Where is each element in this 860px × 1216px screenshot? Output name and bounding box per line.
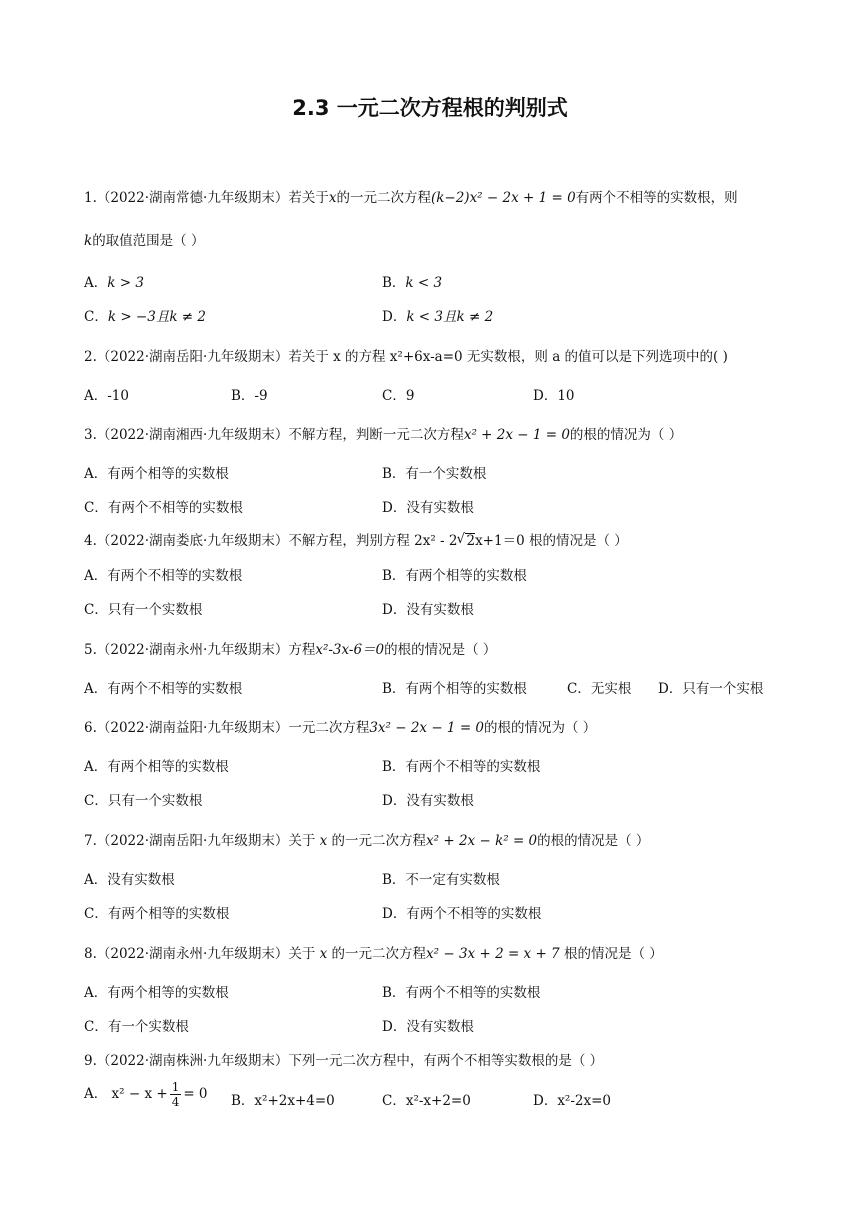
q2-option-a: A．-10 — [84, 388, 129, 404]
question-5-stem — [84, 638, 496, 658]
q4-sqrt: √ 2 — [465, 533, 475, 548]
question-1-stem — [84, 186, 738, 206]
q7-option-b: B．不一定有实数根 — [382, 872, 500, 888]
q6-equation: 3x² − 2x − 1 = 0 — [369, 720, 485, 736]
q1-option-c-value: k > −3且k ≠ 2 — [107, 309, 206, 325]
q7-option-d: D．有两个不相等的实数根 — [382, 906, 542, 922]
q9-fraction-numerator: 1 — [171, 1080, 180, 1094]
q9-option-a-fraction — [170, 1080, 182, 1109]
q3-option-b: B．有一个实数根 — [382, 466, 487, 482]
q8-suffix: 根的情况是（ ） — [563, 946, 663, 962]
question-4-stem — [84, 529, 628, 549]
q3-suffix: 的根的情况为（ ） — [569, 427, 683, 443]
q9-option-a-post: = 0 — [183, 1086, 208, 1102]
q9-option-a-label: A． — [84, 1086, 108, 1102]
q6-prefix: 6.（2022·湖南益阳·九年级期末）一元二次方程 — [84, 720, 370, 736]
q7-prefix: 7.（2022·湖南岳阳·九年级期末）关于 — [84, 833, 316, 849]
q6-option-b: B．有两个不相等的实数根 — [382, 759, 541, 775]
q8-mid: 的一元二次方程 — [331, 946, 427, 962]
q1-option-a — [84, 271, 144, 291]
q1-equation: (k−2)x² − 2x + 1 = 0 — [430, 190, 576, 206]
q2-option-c: C．9 — [382, 388, 415, 404]
q6-suffix: 的根的情况为（ ） — [484, 720, 597, 736]
question-2-stem: 2.（2022·湖南岳阳·九年级期末）若关于 x 的方程 x²+6x-a=0 无实数根，则 a 的值可以是下列选项中的( ) — [84, 349, 728, 365]
q9-option-a — [84, 1080, 208, 1109]
q7-equation: x² + 2x − k² = 0 — [426, 833, 538, 849]
q5-option-a: A．有两个不相等的实数根 — [84, 681, 243, 697]
question-9-stem: 9.（2022·湖南株洲·九年级期末）下列一元二次方程中，有两个不相等实数根的是（ ） — [84, 1053, 604, 1069]
question-7-stem — [84, 829, 649, 849]
q4-suffix: x+1＝0 根的情况是（ ） — [475, 533, 628, 549]
q1-option-b — [382, 271, 442, 291]
q8-var: x — [319, 946, 328, 962]
q8-equation: x² − 3x + 2 = x + 7 — [426, 946, 560, 962]
q4-option-a: A．有两个不相等的实数根 — [84, 568, 243, 584]
q8-option-b: B．有两个不相等的实数根 — [382, 985, 541, 1001]
q7-mid: 的一元二次方程 — [331, 833, 427, 849]
q7-var: x — [319, 833, 328, 849]
q7-option-a: A．没有实数根 — [84, 872, 175, 888]
q3-prefix: 3.（2022·湖南湘西·九年级期末）不解方程，判断一元二次方程 — [84, 427, 464, 443]
q4-option-c: C．只有一个实数根 — [84, 602, 203, 618]
q3-equation: x² + 2x − 1 = 0 — [463, 427, 570, 443]
q9-option-b: B．x²+2x+4=0 — [231, 1093, 335, 1109]
q5-option-c: C．无实根 — [567, 681, 632, 697]
q5-suffix: 的根的情况是（ ） — [384, 642, 497, 658]
q1-option-d-label: D． — [382, 309, 407, 325]
q1-mid: 的一元二次方程 — [336, 190, 431, 206]
q5-prefix: 5.（2022·湖南永州·九年级期末）方程 — [84, 642, 316, 658]
q1-option-c — [84, 305, 206, 325]
q5-option-d: D．只有一个实根 — [658, 681, 764, 697]
q1-line2: 的取值范围是（ ） — [92, 233, 205, 249]
q1-var: x — [328, 190, 337, 206]
q1-suffix: 有两个不相等的实数根，则 — [575, 190, 738, 206]
question-8-stem — [84, 942, 663, 962]
q4-prefix: 4.（2022·湖南娄底·九年级期末）不解方程，判别方程 2x² - 2 — [84, 533, 458, 549]
question-3-stem — [84, 423, 682, 443]
q7-suffix: 的根的情况是（ ） — [537, 833, 650, 849]
q8-option-c: C．有一个实数根 — [84, 1019, 189, 1035]
q2-option-d: D．10 — [533, 388, 575, 404]
q9-option-d: D．x²-2x=0 — [533, 1093, 612, 1109]
q1-option-a-value: k > 3 — [107, 275, 144, 291]
q8-option-a: A．有两个相等的实数根 — [84, 985, 229, 1001]
q1-prefix: 1.（2022·湖南常德·九年级期末）若关于 — [84, 190, 329, 206]
q3-option-c: C．有两个不相等的实数根 — [84, 500, 243, 516]
q1-line2-var: k — [84, 233, 93, 249]
q2-option-b: B．-9 — [231, 388, 268, 404]
q4-option-d: D．没有实数根 — [382, 602, 474, 618]
q1-option-d-value: k < 3且k ≠ 2 — [406, 309, 494, 325]
q9-fraction-denominator: 4 — [171, 1095, 180, 1109]
q9-option-c: C．x²-x+2=0 — [382, 1093, 471, 1109]
page-title: 2.3 一元二次方程根的判别式 — [292, 96, 568, 120]
q4-option-b: B．有两个相等的实数根 — [382, 568, 527, 584]
q1-option-c-label: C． — [84, 309, 108, 325]
question-1-stem-line2 — [84, 229, 204, 249]
q1-option-b-value: k < 3 — [405, 275, 443, 291]
q6-option-a: A．有两个相等的实数根 — [84, 759, 229, 775]
q3-option-d: D．没有实数根 — [382, 500, 474, 516]
q9-option-a-pre: x² − x + — [111, 1086, 168, 1102]
q1-option-b-label: B． — [382, 275, 406, 291]
q5-option-b: B．有两个相等的实数根 — [382, 681, 527, 697]
q1-option-d — [382, 305, 493, 325]
q6-option-c: C．只有一个实数根 — [84, 793, 203, 809]
question-6-stem — [84, 716, 596, 736]
q5-equation: x²-3x-6＝0 — [315, 642, 385, 658]
q3-option-a: A．有两个相等的实数根 — [84, 466, 229, 482]
q7-option-c: C．有两个相等的实数根 — [84, 906, 230, 922]
q1-option-a-label: A． — [84, 275, 108, 291]
q8-prefix: 8.（2022·湖南永州·九年级期末）关于 — [84, 946, 316, 962]
q8-option-d: D．没有实数根 — [382, 1019, 474, 1035]
q6-option-d: D．没有实数根 — [382, 793, 474, 809]
